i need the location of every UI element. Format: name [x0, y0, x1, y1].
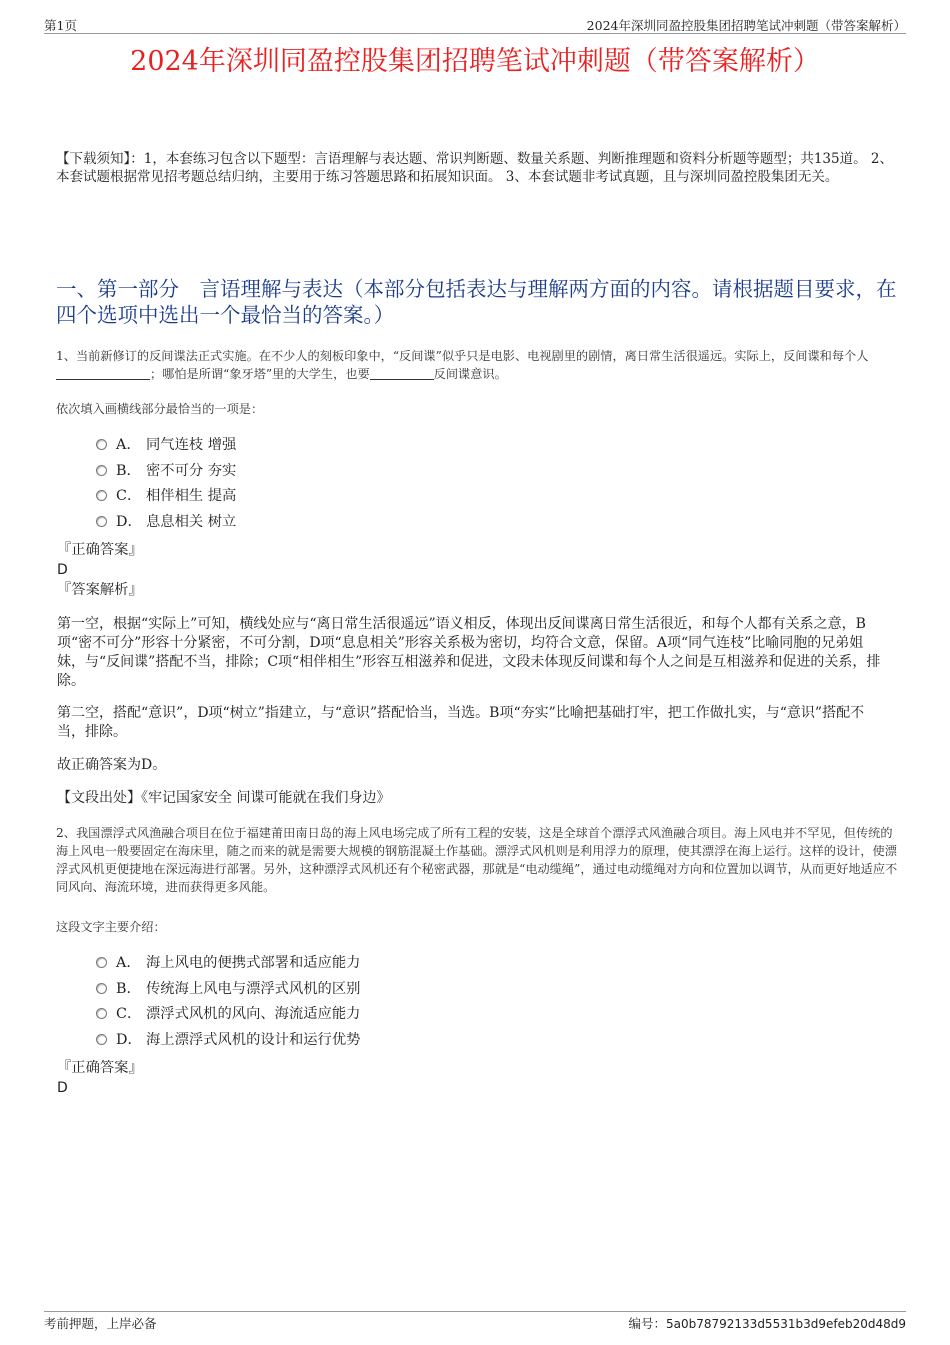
- page-footer: [44, 1314, 906, 1332]
- question-1-text: 1、当前新修订的反间谍法正式实施。在不少人的刻板印象中，“反间谍”似乎只是电影、电视剧里的剧情，离日常生活很遥远。实际上，反间谍和每个人；哪怕是所谓“象牙塔”里的大学生，也要 反间谍意识。: [56, 349, 869, 381]
- analysis-label: 『答案解析』: [57, 582, 143, 598]
- answer-value: D: [57, 1080, 68, 1096]
- option-c[interactable]: C． 相伴相生 提高: [96, 485, 236, 511]
- page-header: [44, 16, 906, 34]
- footer-divider: [44, 1311, 906, 1312]
- radio-icon[interactable]: [96, 1034, 107, 1045]
- option-d[interactable]: D． 息息相关 树立: [96, 511, 236, 537]
- answer-label: 『正确答案』: [57, 1060, 143, 1076]
- option-b[interactable]: B． 密不可分 夯实: [96, 460, 236, 486]
- answer-value: D: [57, 562, 68, 578]
- option-d[interactable]: D． 海上漂浮式风机的设计和运行优势: [96, 1029, 360, 1055]
- radio-icon[interactable]: [96, 439, 107, 450]
- section-title: 一、第一部分 言语理解与表达（本部分包括表达与理解两方面的内容。请根据题目要求，在四个选项中选出一个最恰当的答案。）: [56, 277, 897, 327]
- radio-icon[interactable]: [96, 490, 107, 501]
- header-doc-title: 2024年深圳同盈控股集团招聘笔试冲刺题（带答案解析）: [586, 18, 906, 33]
- option-a[interactable]: A． 海上风电的便携式部署和适应能力: [96, 952, 360, 978]
- page-title: 2024年深圳同盈控股集团招聘笔试冲刺题（带答案解析）: [130, 46, 820, 77]
- blank-2: [370, 367, 434, 380]
- radio-icon[interactable]: [96, 1008, 107, 1019]
- radio-icon[interactable]: [96, 516, 107, 527]
- option-b[interactable]: B． 传统海上风电与漂浮式风机的区别: [96, 978, 360, 1004]
- analysis-paragraph-1: 第一空，根据“实际上”可知，横线处应与“离日常生活很遥远”语义相反，体现出反间谍离日常生活很近，和每个人都有关系之意，B项“密不可分”形容十分紧密，不可分割，D项“息息相关”形容关系极为密切，均符合文意，保留。A项“同气连枝”比喻同胞的兄弟姐妹，与“反间谍”搭配不当，排除；C项“相伴相生”形容互相滋养和促进，文段未体现反间谍和每个人之间是互相滋养和促进的关系，排除。: [57, 616, 881, 689]
- option-a[interactable]: A． 同气连枝 增强: [96, 434, 236, 460]
- option-c[interactable]: C． 漂浮式风机的风向、海流适应能力: [96, 1003, 360, 1029]
- page-number: 第1页: [44, 18, 77, 33]
- header-divider: [44, 33, 906, 34]
- question-1-options: [96, 434, 236, 536]
- answer-label: 『正确答案』: [57, 542, 143, 558]
- blank-1: [56, 367, 150, 380]
- radio-icon[interactable]: [96, 957, 107, 968]
- analysis-conclusion: 故正确答案为D。: [57, 757, 167, 773]
- question-2-prompt: 这段文字主要介绍：: [56, 920, 166, 934]
- radio-icon[interactable]: [96, 983, 107, 994]
- radio-icon[interactable]: [96, 465, 107, 476]
- document-code: 编号：5a0b78792133d5531b3d9efeb20d48d9: [628, 1316, 906, 1331]
- question-1-prompt: 依次填入画横线部分最恰当的一项是：: [56, 402, 264, 416]
- passage-source: 【文段出处】《牢记国家安全 间谍可能就在我们身边》: [57, 790, 391, 806]
- download-notice: 【下载须知】：1，本套练习包含以下题型：言语理解与表达题、常识判断题、数量关系题、判断推理题和资料分析题等题型；共135道。 2、本套试题根据常见招考题总结归纳，主要用于练习答题思路和拓展知识面。 3、本套试题非考试真题，且与深圳同盈控股集团无关。: [56, 151, 893, 185]
- footer-slogan: 考前押题，上岸必备: [44, 1316, 157, 1331]
- analysis-paragraph-2: 第二空，搭配“意识”，D项“树立”指建立，与“意识”搭配恰当，当选。B项“夯实”比喻把基础打牢，把工作做扎实，与“意识”搭配不当，排除。: [57, 705, 865, 740]
- question-2-options: [96, 952, 360, 1054]
- question-2-text: 2、我国漂浮式风渔融合项目在位于福建莆田南日岛的海上风电场完成了所有工程的安装，这是全球首个漂浮式风渔融合项目。海上风电并不罕见，但传统的海上风电一般要固定在海床里，随之而来的就是需要大规模的钢筋混凝土作基础。漂浮式风机则是利用浮力的原理，使其漂浮在海上运行。这样的设计，使漂浮式风机更便捷地在深远海进行部署。另外，这种漂浮式风机还有个秘密武器，那就是“电动缆绳”，通过电动缆绳对方向和位置加以调节，从而更好地适应不同风向、海流环境，进而获得更多风能。: [56, 826, 898, 894]
